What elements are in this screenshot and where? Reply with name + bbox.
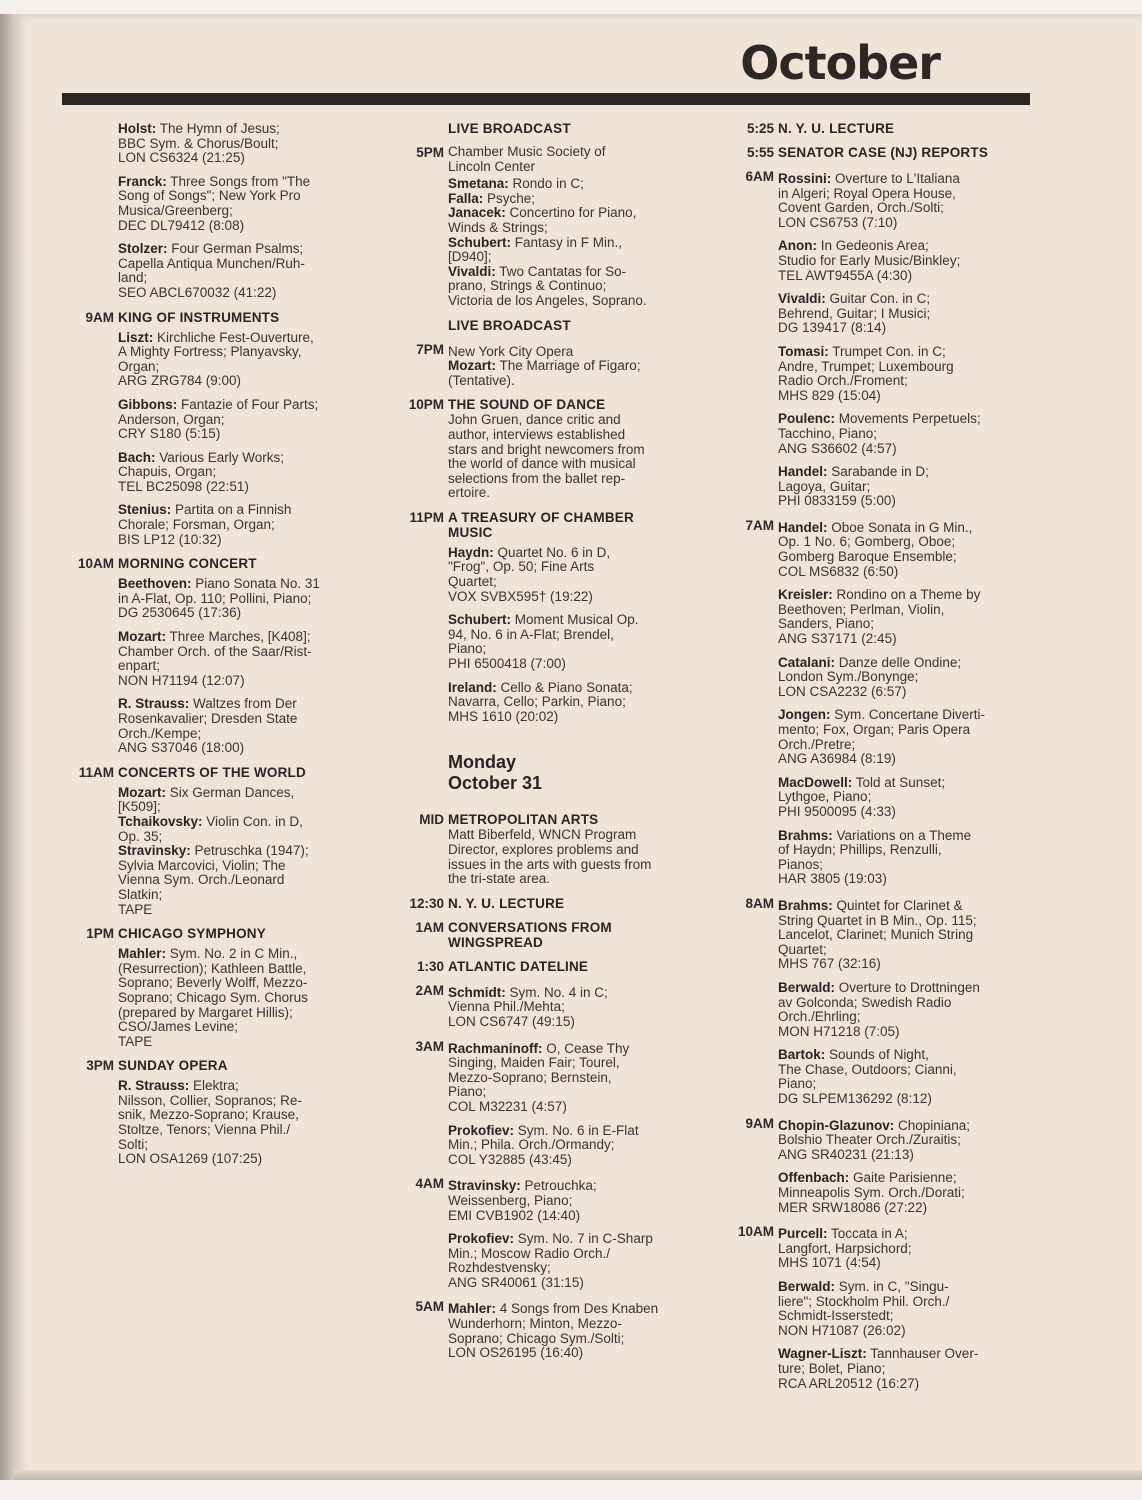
composer-name: Mozart: [118, 784, 166, 800]
composer-name: Mahler: [118, 946, 167, 962]
composer-name: R. Strauss: [118, 1078, 190, 1094]
composer-name: Prokofiev: [448, 1231, 515, 1247]
time-label: 3AM [415, 1038, 444, 1054]
time-label: 5:55 [746, 145, 774, 160]
composer-name: Brahms: [778, 897, 833, 913]
program-entry: Liszt: Kirchliche Fest-Ouverture, A Mighty Fortress; Planyavsky, Organ; ARG ZRG784 (9:00) [118, 329, 314, 389]
program-title: LIVE BROADCAST [448, 317, 571, 333]
day-heading: Monday October 31 [448, 752, 543, 794]
composer-name: Bartok: [778, 1047, 826, 1063]
composer-name: Vivaldi: [778, 291, 826, 307]
slot-body [448, 983, 682, 1030]
time-label: 5:25 [746, 121, 774, 136]
composer-name: Mozart: [118, 629, 166, 645]
composer-name: Bach: [118, 449, 156, 465]
composer-name: Stravinsky: [448, 1178, 521, 1194]
program-entry: Bach: Various Early Works; Chapuis, Organ; TEL BC25098 (22:51) [118, 449, 285, 494]
composer-name: Handel: [778, 519, 828, 535]
program-entry: Franck: Three Songs from "The Song of Songs"; New York Pro Musica/Greenberg; DEC DL79412 (8:08) [118, 173, 311, 233]
time-slot [722, 1116, 1012, 1216]
program-title: CONVERSATIONS FROM WINGSPREAD [448, 919, 612, 950]
slot-body [448, 342, 682, 389]
composer-name: Brahms: [778, 827, 833, 843]
time-slot [392, 1299, 682, 1360]
composer-name: Chopin-Glazunov: [778, 1117, 895, 1133]
composer-name: Stolzer: [118, 241, 168, 257]
program-entry: Catalani: Danze delle Ondine; London Sym./Bonynge; LON CSA2232 (6:57) [778, 654, 962, 699]
slot-body [448, 959, 682, 974]
program-entry: Jongen: Sym. Concertane Diverti- mento; Fox, Organ; Paris Opera Orch./Pretre; ANG A36984 (8:19) [778, 707, 986, 767]
composer-name: Purcell: [778, 1226, 828, 1242]
composer-name: Anon: [778, 238, 817, 254]
slot-body [778, 1116, 1012, 1216]
live-broadcast-heading [392, 318, 682, 333]
program-entry: Rossini: Overture to L'Italiana in Algeri; Royal Opera House, Covent Garden, Orch./Solti; LON CS6753 (7:10) [778, 171, 960, 230]
program-entry: Kreisler: Rondino on a Theme by Beethoven; Perlman, Violin, Sanders, Piano; ANG S37171 (2:45) [778, 587, 981, 647]
slot-body [448, 318, 682, 333]
program-entry: Stravinsky: Petrouchka; Weissenberg, Piano; EMI CVB1902 (14:40) [448, 1178, 597, 1223]
time-label [62, 119, 118, 301]
slot-body [448, 812, 682, 886]
program-entry: Offenbach: Gaite Parisienne; Minneapolis Sym. Orch./Dorati; MER SRW18086 (27:22) [778, 1170, 965, 1215]
time-label: 12:30 [409, 895, 444, 911]
time-slot [392, 1039, 682, 1168]
composer-name: Schubert: [448, 612, 512, 628]
program-title: MORNING CONCERT [118, 556, 257, 572]
slot-body [778, 121, 1012, 136]
program-entry: R. Strauss: Elektra; Nilsson, Collier, Sopranos; Re- snik, Mezzo-Soprano; Krause, Stoltze, Tenors; Vienna Phil./ Solti; LON OSA1269 (107:25) [118, 1078, 302, 1167]
page-title: October [740, 36, 940, 90]
program-entry: Mozart: Six German Dances, [K509]; Tchaikovsky: Violin Con. in D, Op. 35; Stravinsky: Petruschka (1947); Sylvia Marcovici, Violin; The Vienna Sym. Orch./Leonard Slatkin; TAPE [118, 784, 309, 917]
slot-body [118, 310, 347, 548]
slot-body [448, 510, 682, 725]
composer-name: Jongen: [778, 707, 831, 723]
composer-name: Handel: [778, 464, 828, 480]
program-title: LIVE BROADCAST [448, 121, 571, 136]
time-label: MID [419, 812, 444, 828]
composer-name: Vivaldi: [448, 263, 496, 279]
composer-name: Stenius: [118, 502, 172, 518]
time-slot [392, 145, 682, 309]
composer-name: Smetana: [448, 176, 509, 192]
program-entry: Ireland: Cello & Piano Sonata; Navarra, Cello; Parkin, Piano; MHS 1610 (20:02) [448, 679, 633, 724]
program-entry: Wagner-Liszt: Tannhauser Over- ture; Bolet, Piano; RCA ARL20512 (16:27) [778, 1346, 979, 1391]
time-slot [392, 959, 682, 974]
time-slot [392, 1176, 682, 1290]
time-slot [722, 1224, 1012, 1391]
time-slot [392, 983, 682, 1030]
time-slot [722, 518, 1012, 887]
composer-name: Catalani: [778, 654, 836, 670]
time-slot [722, 145, 1012, 160]
page-edge [14, 1470, 1142, 1480]
composer-name: Falla: [448, 190, 484, 206]
program-entry: Tomasi: Trumpet Con. in C; Andre, Trumpet; Luxembourg Radio Orch./Froment; MHS 829 (15:04) [778, 343, 954, 403]
composer-name: Tomasi: [778, 343, 829, 359]
program-description: Chamber Music Society of Lincoln Center [448, 144, 606, 174]
time-slot [62, 310, 347, 548]
continued-entries [62, 119, 347, 301]
program-entry: Prokofiev: Sym. No. 6 in E-Flat Min.; Phila. Orch./Ormandy; COL Y32885 (43:45) [448, 1122, 639, 1167]
time-slot [722, 121, 1012, 136]
program-entry: Berwald: Overture to Drottningen av Golconda; Swedish Radio Orch./Ehrling; MON H71218 (7:05) [778, 979, 980, 1039]
program-entry: Haydn: Quartet No. 6 in D, "Frog", Op. 50; Fine Arts Quartet; VOX SVBX595† (19:22) [448, 544, 611, 604]
composer-name: Berwald: [778, 979, 836, 995]
composer-name: Rachmaninoff: [448, 1040, 543, 1056]
composer-name: Holst: [118, 121, 157, 136]
slot-body [448, 920, 682, 950]
composer-name: Poulenc: [778, 411, 836, 427]
time-slot [392, 812, 682, 886]
composer-name: Beethoven: [118, 576, 192, 592]
program-entry: Mahler: 4 Songs from Des Knaben Wunderhorn; Minton, Mezzo- Soprano; Chicago Sym./Solti; LON OS26195 (16:40) [448, 1301, 659, 1361]
program-title: SENATOR CASE (NJ) REPORTS [778, 145, 989, 160]
time-label: 5PM [416, 145, 444, 160]
composer-name: Offenbach: [778, 1170, 850, 1186]
time-label: 11AM [78, 764, 114, 780]
program-description: Matt Biberfeld, WNCN Program Director, explores problems and issues in the arts with guests from the tri-state area. [448, 827, 652, 887]
time-slot [62, 556, 347, 756]
live-broadcast-heading [392, 121, 682, 136]
composer-name: Prokofiev: [448, 1122, 515, 1138]
schedule-column-3 [722, 121, 1012, 1400]
program-entry: Prokofiev: Sym. No. 7 in C-Sharp Min.; Moscow Radio Orch./ Rozhdestvensky; ANG SR40061 (31:15) [448, 1231, 653, 1290]
time-label: 1PM [86, 926, 114, 942]
composer-name: Haydn: [448, 544, 494, 560]
program-entry: Poulenc: Movements Perpetuels; Tacchino, Piano; ANG S36602 (4:57) [778, 411, 981, 456]
program-entry: Chopin-Glazunov: Chopiniana; Bolshio Theater Orch./Zuraitis; ANG SR40231 (21:13) [778, 1117, 971, 1162]
composer-name: Franck: [118, 173, 167, 189]
program-entry: Handel: Oboe Sonata in G Min., Op. 1 No. 6; Gomberg, Oboe; Gomberg Baroque Ensemble; COL MS6832 (6:50) [778, 519, 973, 579]
program-title: THE SOUND OF DANCE [448, 397, 606, 413]
time-slot [62, 1058, 347, 1167]
time-label: 7PM [416, 341, 444, 357]
program-title: N. Y. U. LECTURE [448, 895, 565, 911]
composer-name: Wagner-Liszt: [778, 1346, 867, 1362]
time-slot [722, 169, 1012, 509]
slot-body [118, 926, 347, 1049]
composer-name: Mahler: [448, 1301, 497, 1317]
program-entry: MacDowell: Told at Sunset; Lythgoe, Piano; PHI 9500095 (4:33) [778, 774, 946, 819]
time-slot [392, 342, 682, 389]
program-entry: Brahms: Variations on a Theme of Haydn; Phillips, Renzulli, Pianos; HAR 3805 (19:03) [778, 827, 972, 887]
time-label: 4AM [415, 1176, 444, 1192]
slot-body [448, 1176, 682, 1290]
slot-body [778, 169, 1012, 509]
time-label: 8AM [745, 895, 774, 911]
slot-body [118, 765, 347, 917]
program-entry: Purcell: Toccata in A; Langfort, Harpsichord; MHS 1071 (4:54) [778, 1226, 912, 1271]
schedule-column-2 [392, 121, 682, 1370]
time-label: 2AM [415, 982, 444, 998]
composer-name: Rossini: [778, 171, 832, 186]
time-label: 10AM [77, 556, 114, 572]
time-slot [62, 765, 347, 917]
slot-body [448, 896, 682, 911]
composer-name: Liszt: [118, 329, 154, 345]
slot-body [448, 1039, 682, 1168]
program-entry: Brahms: Quintet for Clarinet & String Quartet in B Min., Op. 115; Lancelot, Clarinet; Munich String Quartet; MHS 767 (32:16) [778, 897, 977, 972]
composer-name: Stravinsky: [118, 843, 191, 859]
time-label: 7AM [745, 517, 774, 533]
slot-body [118, 556, 347, 756]
program-entry: Anon: In Gedeonis Area; Studio for Early Music/Binkley; TEL AWT9455A (4:30) [778, 238, 961, 283]
time-label: 6AM [745, 169, 774, 184]
composer-name: Berwald: [778, 1279, 836, 1294]
time-slot [62, 926, 347, 1049]
program-entry: R. Strauss: Waltzes from Der Rosenkavalier; Dresden State Orch./Kempe; ANG S37046 (18:00) [118, 696, 298, 756]
time-slot [392, 920, 682, 950]
composer-name: Ireland: [448, 679, 497, 695]
time-label: 1AM [415, 919, 444, 935]
time-label: 3PM [86, 1058, 114, 1074]
program-title: METROPOLITAN ARTS [448, 812, 599, 828]
schedule-column-1 [62, 121, 347, 1176]
program-entry: Schubert: Moment Musical Op. 94, No. 6 in A-Flat; Brendel, Piano; PHI 6500418 (7:00) [448, 612, 639, 672]
program-entry: Gibbons: Fantazie of Four Parts; Anderson, Organ; CRY S180 (5:15) [118, 396, 319, 442]
program-title: N. Y. U. LECTURE [778, 121, 895, 136]
slot-body [778, 896, 1012, 1107]
composer-name: Gibbons: [118, 396, 178, 412]
slot-body [448, 121, 682, 136]
time-label: 5AM [415, 1299, 444, 1315]
composer-name: Kreisler: [778, 587, 833, 603]
composer-name: Schmidt: [448, 984, 506, 1000]
program-title: CONCERTS OF THE WORLD [118, 764, 306, 780]
slot-body [118, 119, 347, 301]
slot-body [448, 145, 682, 309]
time-label: 1:30 [416, 958, 444, 974]
composer-name: Mozart: [448, 358, 496, 374]
slot-body [118, 1058, 347, 1167]
time-slot [392, 510, 682, 725]
time-slot [722, 896, 1012, 1107]
program-entry: Bartok: Sounds of Night, The Chase, Outdoors; Cianni, Piano; DG SLPEM136292 (8:12) [778, 1047, 957, 1107]
program-description: John Gruen, dance critic and author, interviews established stars and bright newcomers from the world of dance with musical selections from the ballet rep- ertoire. [448, 412, 645, 501]
header-rule [62, 93, 1030, 105]
program-title: KING OF INSTRUMENTS [118, 309, 280, 325]
time-slot [392, 896, 682, 911]
composer-name: Janacek: [448, 205, 506, 221]
program-entry: Berwald: Sym. in C, "Singu- liere"; Stockholm Phil. Orch./ Schmidt-Isserstedt; NON H71087 (26:02) [778, 1279, 950, 1338]
program-entry: Mahler: Sym. No. 2 in C Min., (Resurrection); Kathleen Battle, Soprano; Beverly Wolff, Mezzo- Soprano; Chicago Sym. Chorus (prepared by Margaret Hillis); CSO/James Levine; TAPE [118, 946, 308, 1049]
time-slot [392, 397, 682, 501]
program-title: CHICAGO SYMPHONY [118, 926, 266, 942]
time-label: 11PM [409, 509, 444, 525]
program-entry: Schmidt: Sym. No. 4 in C; Vienna Phil./Mehta; LON CS6747 (49:15) [448, 984, 608, 1029]
slot-body [778, 518, 1012, 887]
slot-body [448, 397, 682, 501]
program-entry: Stolzer: Four German Psalms; Capella Antiqua Munchen/Ruh- land; SEO ABCL670032 (41:22) [118, 241, 305, 300]
program-entry: Vivaldi: Guitar Con. in C; Behrend, Guitar; I Musici; DG 139417 (8:14) [778, 291, 931, 336]
program-title: SUNDAY OPERA [118, 1058, 228, 1074]
program-entry: Rachmaninoff: O, Cease Thy Singing, Maiden Fair; Tourel, Mezzo-Soprano; Bernstein, Piano; COL M32231 (4:57) [448, 1040, 630, 1114]
program-entry: Handel: Sarabande in D; Lagoya, Guitar; PHI 0833159 (5:00) [778, 464, 929, 509]
time-label [392, 121, 448, 136]
time-label: 9AM [745, 1115, 774, 1131]
time-label: 10AM [737, 1224, 774, 1240]
composer-name: Schubert: [448, 234, 512, 250]
program-title: A TREASURY OF CHAMBER MUSIC [448, 509, 634, 540]
composer-name: Tchaikovsky: [118, 813, 203, 829]
time-label: 10PM [408, 397, 444, 413]
time-label: 9AM [85, 309, 114, 325]
slot-body [778, 1224, 1012, 1391]
program-title: ATLANTIC DATELINE [448, 958, 589, 974]
slot-body [448, 1299, 682, 1360]
composer-name: R. Strauss: [118, 696, 190, 712]
time-label [392, 318, 448, 333]
program-entry: Beethoven: Piano Sonata No. 31 in A-Flat, Op. 110; Pollini, Piano; DG 2530645 (17:36) [118, 576, 320, 621]
composer-name: MacDowell: [778, 774, 853, 790]
program-entry: Stenius: Partita on a Finnish Chorale; Forsman, Organ; BIS LP12 (10:32) [118, 502, 292, 547]
program-entry: New York City Opera Mozart: The Marriage of Figaro; (Tentative). [448, 343, 641, 388]
program-entry: Holst: The Hymn of Jesus; BBC Sym. & Chorus/Boult; LON CS6324 (21:25) [118, 121, 280, 166]
slot-body [778, 145, 1012, 160]
program-entry: Mozart: Three Marches, [K408]; Chamber Orch. of the Saar/Rist- enpart; NON H71194 (12:07) [118, 629, 312, 688]
program-entry: Smetana: Rondo in C; Falla: Psyche; Janacek: Concertino for Piano, Winds & Strings; Schubert: Fantasy in F Min., [D940]; Vivaldi: Two Cantatas for So- prano, Strings & Continuo; Victoria de los Angeles, Soprano. [448, 176, 647, 308]
